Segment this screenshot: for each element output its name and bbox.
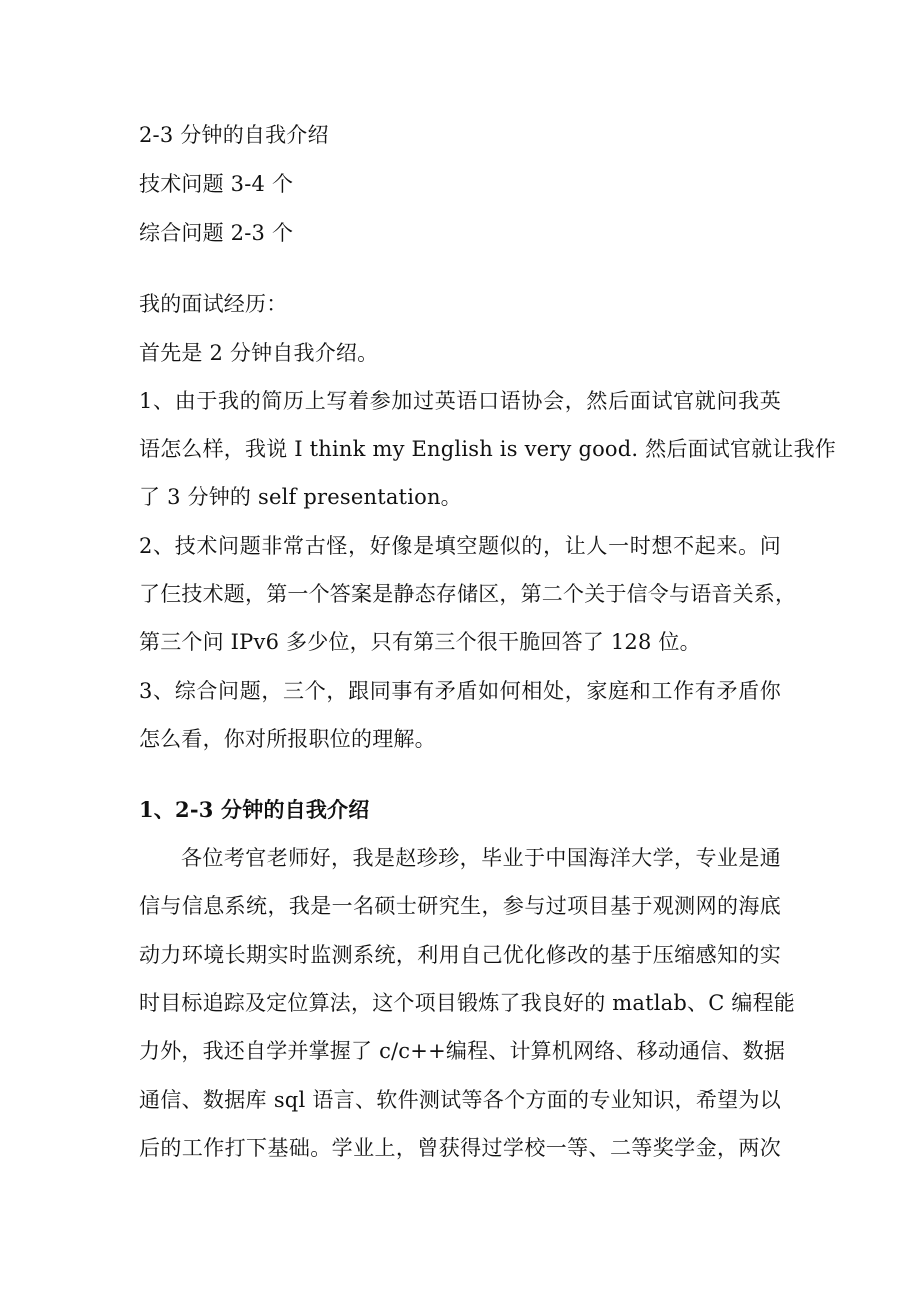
summary-line-technical-questions: 技术问题 3-4 个 xyxy=(139,172,294,196)
experience-item3-line: 怎么看，你对所报职位的理解。 xyxy=(139,727,436,751)
summary-line-general-questions: 综合问题 2-3 个 xyxy=(139,221,294,245)
experience-intro: 首先是 2 分钟自我介绍。 xyxy=(139,341,379,365)
experience-item1-line: 语怎么样，我说 I think my English is very good. 然后面试官就让我作 xyxy=(139,437,836,461)
section1-paragraph-line: 后的工作打下基础。学业上，曾获得过学校一等、二等奖学金，两次 xyxy=(139,1136,781,1160)
experience-item1-line: 了 3 分钟的 self presentation。 xyxy=(139,485,462,509)
summary-line-intro-duration: 2-3 分钟的自我介绍 xyxy=(139,123,329,147)
section1-paragraph-line: 通信、数据库 sql 语言、软件测试等各个方面的专业知识，希望为以 xyxy=(139,1088,781,1112)
section1-paragraph-line: 时目标追踪及定位算法，这个项目锻炼了我良好的 matlab、C 编程能 xyxy=(139,991,795,1015)
experience-item2-line: 了仨技术题，第一个答案是静态存储区，第二个关于信令与语音关系， xyxy=(139,582,797,606)
experience-item1-line: 1、由于我的简历上写着参加过英语口语协会，然后面试官就问我英 xyxy=(139,389,781,413)
section1-paragraph-line: 力外，我还自学并掌握了 c/c++编程、计算机网络、移动通信、数据 xyxy=(139,1039,786,1063)
experience-item2-line: 第三个问 IPv6 多少位，只有第三个很干脆回答了 128 位。 xyxy=(139,630,701,654)
section1-paragraph-line: 信与信息系统，我是一名硕士研究生，参与过项目基于观测网的海底 xyxy=(139,894,781,918)
experience-item2-line: 2、技术问题非常古怪，好像是填空题似的，让人一时想不起来。问 xyxy=(139,534,781,558)
section1-paragraph-line: 动力环境长期实时监测系统，利用自己优化修改的基于压缩感知的实 xyxy=(139,943,781,967)
section1-paragraph-line: 各位考官老师好，我是赵珍珍，毕业于中国海洋大学，专业是通 xyxy=(181,846,781,870)
experience-title: 我的面试经历： xyxy=(139,292,288,316)
experience-item3-line: 3、综合问题，三个，跟同事有矛盾如何相处，家庭和工作有矛盾你 xyxy=(139,679,781,703)
section1-heading: 1、2-3 分钟的自我介绍 xyxy=(139,797,370,822)
